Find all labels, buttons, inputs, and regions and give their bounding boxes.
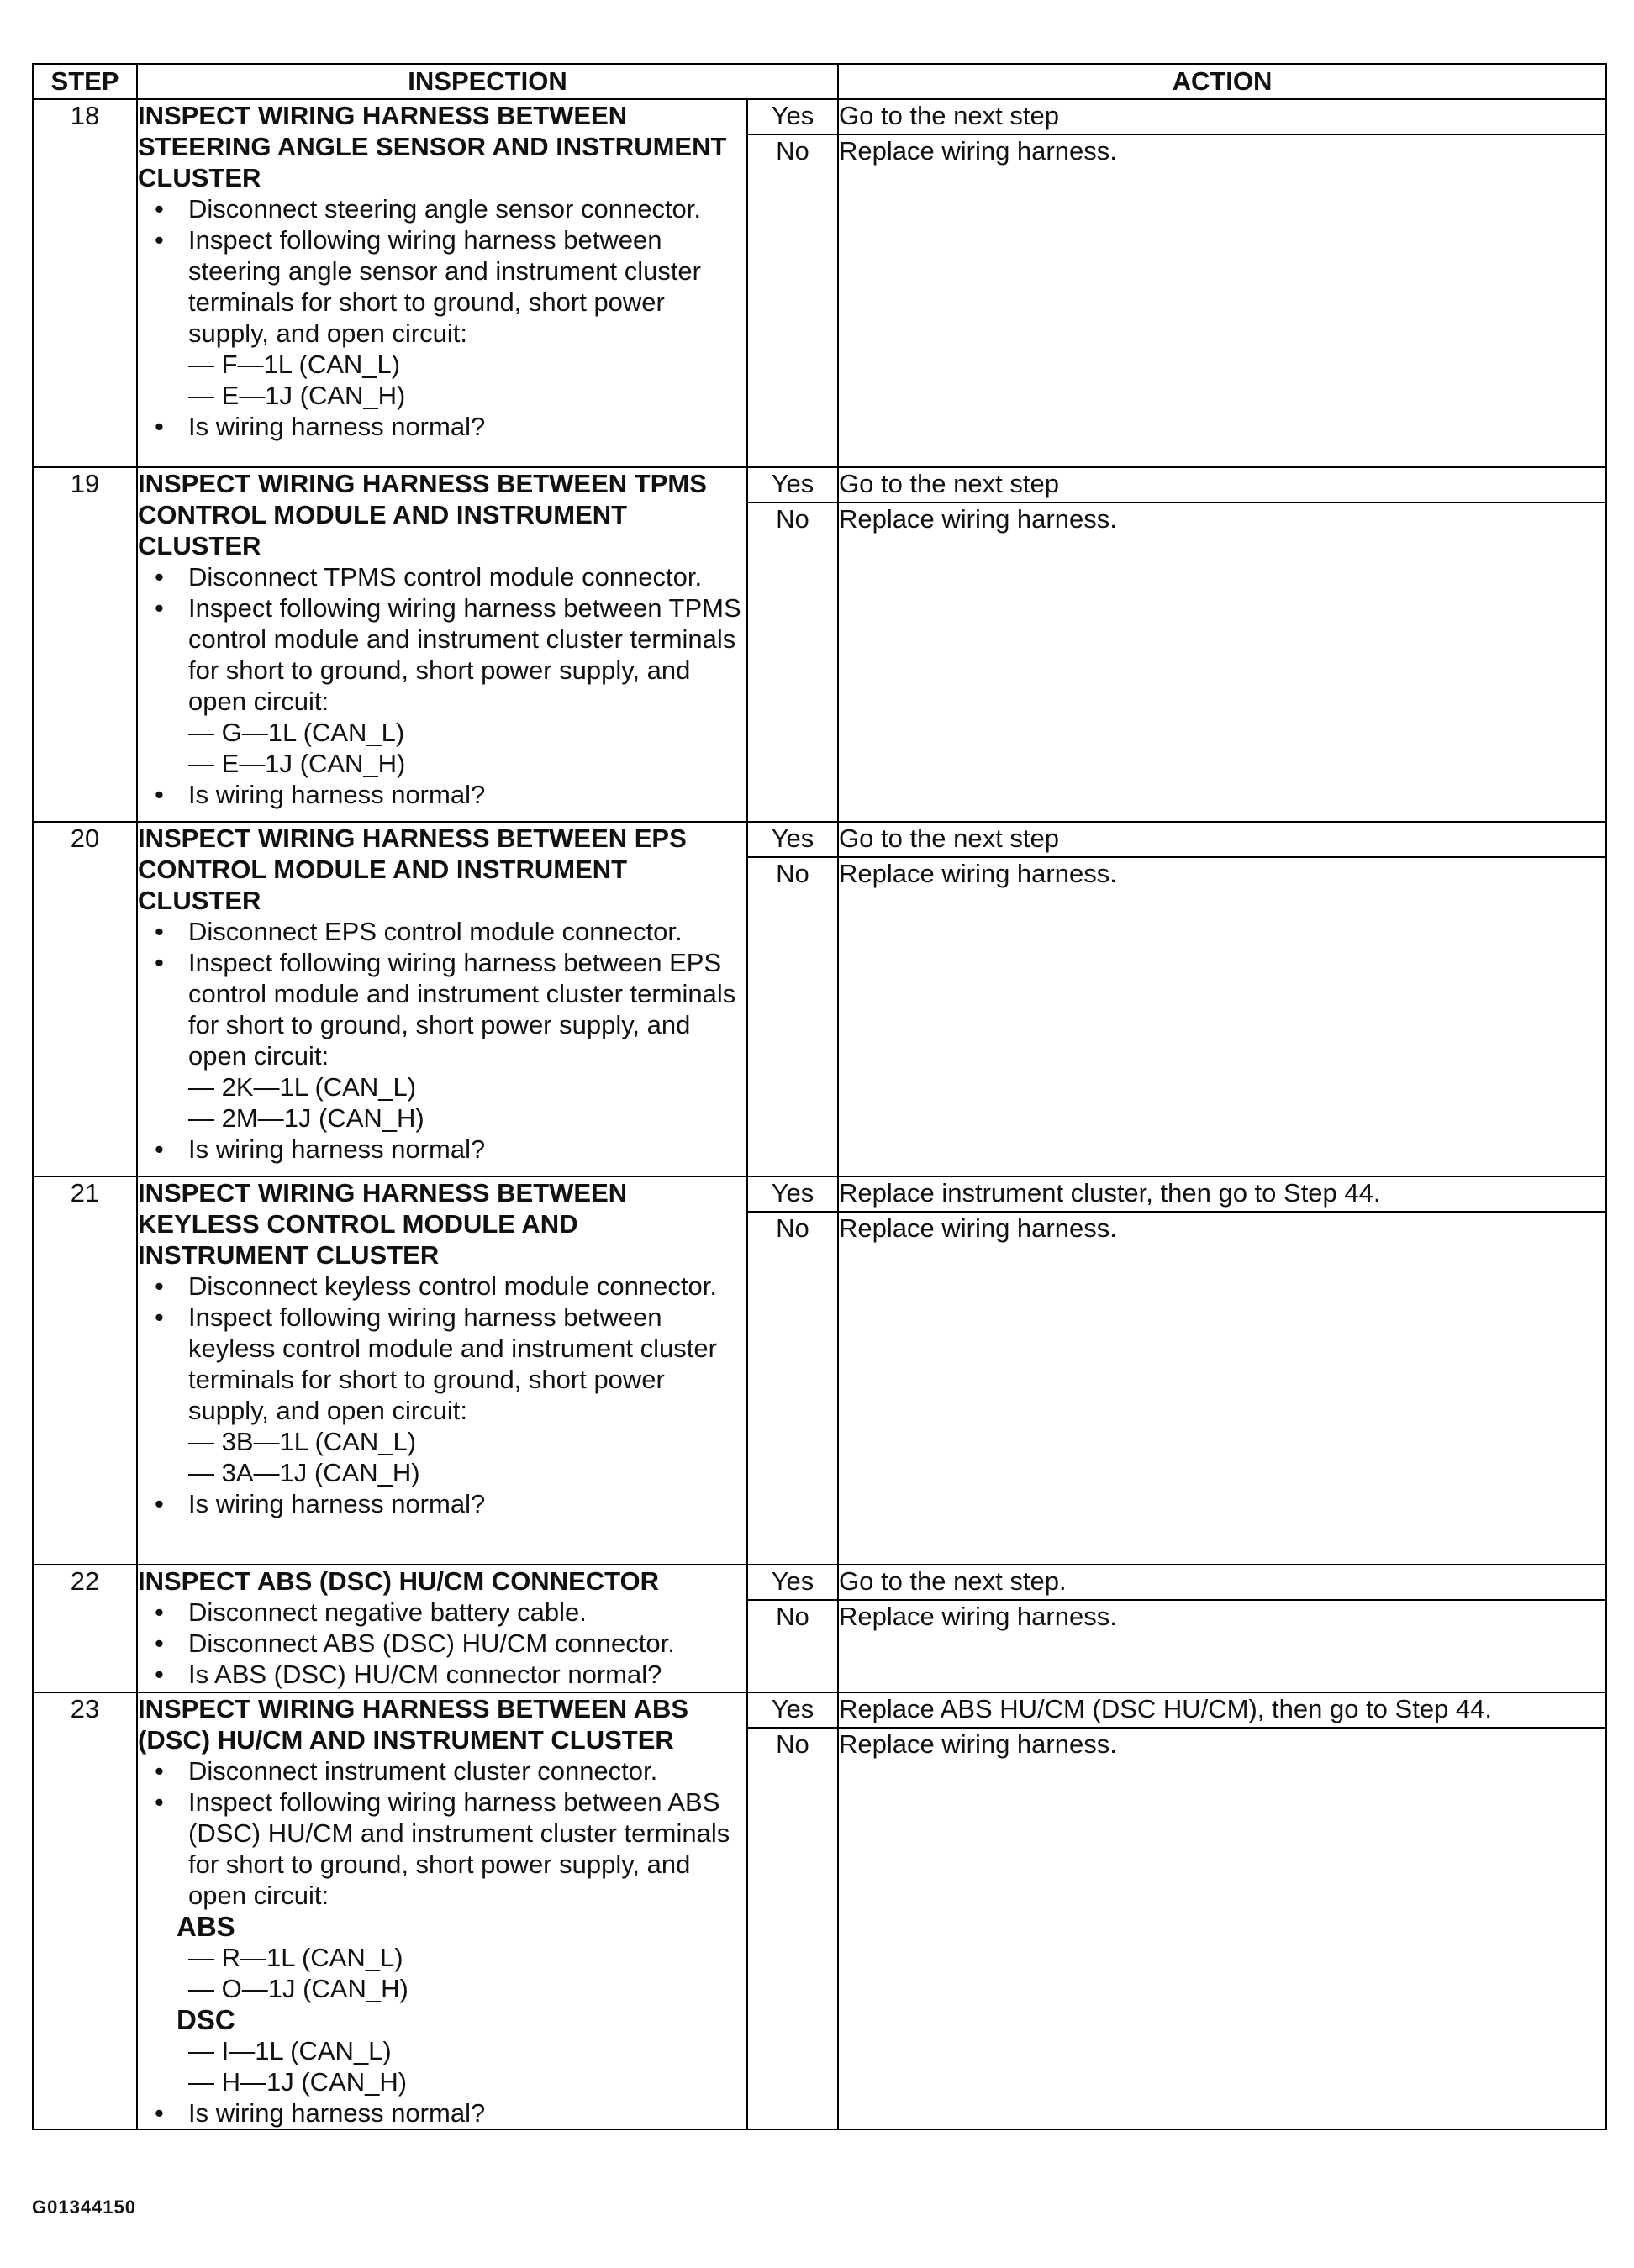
inspection-question-list [138,2097,746,2129]
inspection-cell [137,1565,747,1692]
terminal-pair: — R—1L (CAN_L) [188,1943,403,1972]
bullet-item: • Inspect following wiring harness between keyless control module and instrument cluster terminals for short to ground, short power supply, and open circuit: [151,1302,746,1426]
dsc-heading: DSC [177,2004,235,2035]
step-number: 19 [33,467,137,822]
yes-label: Yes [747,467,838,503]
terminal-pair: — H—1J (CAN_H) [188,2067,408,2097]
inspection-title: INSPECT WIRING HARNESS BETWEEN KEYLESS CONTROL MODULE AND INSTRUMENT CLUSTER [138,1178,628,1270]
inspection-question-list [138,411,746,442]
terminal-pair: — E—1J (CAN_H) [188,749,406,778]
bullet-item: • Inspect following wiring harness between TPMS control module and instrument cluster terminals for short to ground, short power supply, and open circuit: [151,592,746,717]
inspection-question: • Is wiring harness normal? [151,1488,746,1519]
terminal-pair: — F—1L (CAN_L) [188,350,401,379]
step-20 [33,822,1606,1176]
bullet-item: • Disconnect steering angle sensor connector. [151,193,746,224]
inspection-list [138,1597,746,1690]
step-18 [33,99,1606,467]
inspection-cell [137,1692,747,2129]
bullet-item: • Disconnect instrument cluster connector. [151,1755,746,1787]
step-number: 22 [33,1565,137,1692]
inspection-question: • Is ABS (DSC) HU/CM connector normal? [151,1659,746,1690]
yes-action: Replace ABS HU/CM (DSC HU/CM), then go to Step 44. [838,1692,1606,1728]
step-number: 21 [33,1176,137,1565]
step-number: 18 [33,99,137,467]
no-label: No [747,1600,838,1692]
no-action: Replace wiring harness. [838,134,1606,467]
inspection-cell [137,822,747,1176]
bullet-item: • Disconnect TPMS control module connector. [151,561,746,592]
inspection-list [138,1271,746,1426]
inspection-cell [137,467,747,822]
terminal-pair: — I—1L (CAN_L) [188,2036,392,2065]
no-action: Replace wiring harness. [838,1600,1606,1692]
step-19 [33,467,1606,822]
figure-code: G01344150 [32,2197,136,2218]
terminal-pair: — 3B—1L (CAN_L) [188,1427,417,1456]
inspection-question-list [138,1134,746,1165]
yes-label: Yes [747,99,838,134]
inspection-question-list [138,779,746,810]
inspection-list [138,193,746,349]
inspection-title: INSPECT WIRING HARNESS BETWEEN TPMS CONTROL MODULE AND INSTRUMENT CLUSTER [138,469,707,560]
terminal-pair: — 3A—1J (CAN_H) [188,1458,420,1487]
bullet-item: • Inspect following wiring harness between EPS control module and instrument cluster terminals for short to ground, short power supply, and open circuit: [151,947,746,1071]
step-number: 23 [33,1692,137,2129]
step-21 [33,1176,1606,1565]
no-label: No [747,134,838,467]
inspection-list [138,916,746,1071]
header-inspection: INSPECTION [137,64,838,99]
bullet-item: • Inspect following wiring harness between steering angle sensor and instrument cluster terminals for short to ground, short power supply, and open circuit: [151,224,746,349]
inspection-list [138,1755,746,1911]
terminal-pair: — G—1L (CAN_L) [188,718,405,747]
yes-label: Yes [747,1692,838,1728]
step-number: 20 [33,822,137,1176]
terminal-pair: — O—1J (CAN_H) [188,1974,408,2003]
bullet-item: • Disconnect EPS control module connector. [151,916,746,947]
inspection-question: • Is wiring harness normal? [151,2097,746,2129]
yes-action: Go to the next step [838,467,1606,503]
header-action: ACTION [838,64,1606,99]
yes-action: Go to the next step. [838,1565,1606,1600]
yes-action: Go to the next step [838,99,1606,134]
terminal-pair: — 2M—1J (CAN_H) [188,1103,424,1133]
abs-heading: ABS [177,1911,235,1942]
no-action: Replace wiring harness. [838,503,1606,822]
step-23 [33,1692,1606,2129]
step-22 [33,1565,1606,1692]
no-label: No [747,1728,838,2129]
yes-label: Yes [747,1176,838,1212]
inspection-cell [137,99,747,467]
inspection-list [138,561,746,717]
terminal-pair: — E—1J (CAN_H) [188,381,406,410]
yes-label: Yes [747,822,838,857]
no-action: Replace wiring harness. [838,857,1606,1176]
bullet-item: • Disconnect ABS (DSC) HU/CM connector. [151,1628,746,1659]
no-action: Replace wiring harness. [838,1728,1606,2129]
yes-action: Replace instrument cluster, then go to Step 44. [838,1176,1606,1212]
header-step: STEP [33,64,137,99]
no-label: No [747,1212,838,1565]
inspection-question: • Is wiring harness normal? [151,411,746,442]
table-header-row [33,64,1606,99]
inspection-cell [137,1176,747,1565]
no-label: No [747,503,838,822]
inspection-question-list [138,1488,746,1519]
inspection-title: INSPECT WIRING HARNESS BETWEEN STEERING ANGLE SENSOR AND INSTRUMENT CLUSTER [138,101,727,192]
inspection-question: • Is wiring harness normal? [151,779,746,810]
diagnostic-procedure-table [32,63,1607,2130]
inspection-title: INSPECT WIRING HARNESS BETWEEN EPS CONTROL MODULE AND INSTRUMENT CLUSTER [138,824,687,915]
inspection-title: INSPECT ABS (DSC) HU/CM CONNECTOR [138,1566,660,1596]
bullet-item: • Disconnect keyless control module connector. [151,1271,746,1302]
yes-action: Go to the next step [838,822,1606,857]
no-label: No [747,857,838,1176]
inspection-question: • Is wiring harness normal? [151,1134,746,1165]
bullet-item: • Inspect following wiring harness between ABS (DSC) HU/CM and instrument cluster terminals for short to ground, short power supply, and open circuit: [151,1787,746,1911]
terminal-pair: — 2K—1L (CAN_L) [188,1072,417,1102]
no-action: Replace wiring harness. [838,1212,1606,1565]
inspection-title: INSPECT WIRING HARNESS BETWEEN ABS (DSC) HU/CM AND INSTRUMENT CLUSTER [138,1694,689,1755]
yes-label: Yes [747,1565,838,1600]
bullet-item: • Disconnect negative battery cable. [151,1597,746,1628]
